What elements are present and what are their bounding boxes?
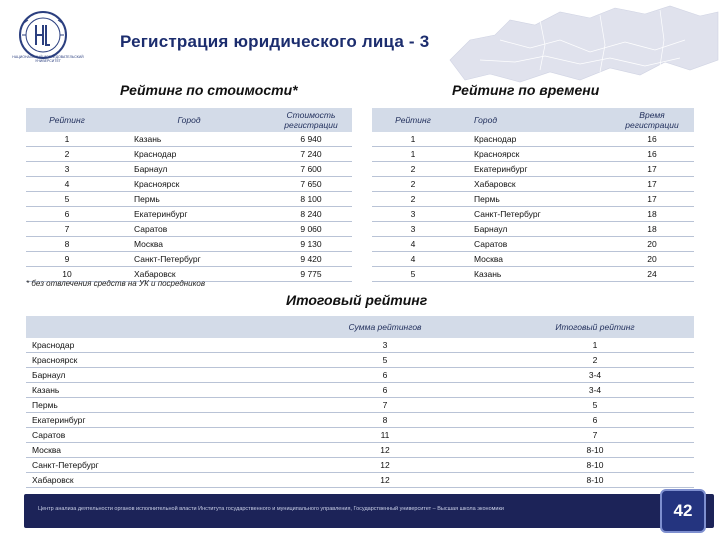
table-cell: 17 bbox=[647, 179, 657, 189]
table-row bbox=[26, 177, 352, 192]
table-row bbox=[26, 473, 694, 488]
table-row bbox=[372, 252, 694, 267]
footnote: * без отвлечения средств на УК и посредников bbox=[26, 279, 206, 288]
table-cell: Барнаул bbox=[32, 370, 66, 380]
russia-map-background bbox=[440, 0, 720, 90]
table-cell: 9 775 bbox=[300, 269, 322, 279]
table-cell: 17 bbox=[647, 194, 657, 204]
table-row bbox=[26, 207, 352, 222]
footer-text: Центр анализа деятельности органов исполнительной власти Института государственного и муниципального управления, Государственный университет – Высшая школа экономики bbox=[38, 506, 504, 512]
table-cell: 1 bbox=[64, 134, 70, 144]
table-row bbox=[26, 162, 352, 177]
table-cell: 7 600 bbox=[300, 164, 322, 174]
table-cell: 3 bbox=[64, 164, 70, 174]
table-cell: 9 420 bbox=[300, 254, 322, 264]
table-cell: Хабаровск bbox=[474, 179, 516, 189]
table-cell: 2 bbox=[410, 164, 416, 174]
table-row bbox=[26, 383, 694, 398]
table-cell: 7 650 bbox=[300, 179, 322, 189]
table-cell: 12 bbox=[380, 460, 390, 470]
table-cell: Красноярск bbox=[134, 179, 180, 189]
table-cell: 7 bbox=[382, 400, 388, 410]
table-cell: 2 bbox=[592, 355, 598, 365]
table-cell: Хабаровск bbox=[134, 269, 176, 279]
table-cell: 17 bbox=[647, 164, 657, 174]
table-cell: Москва bbox=[134, 239, 164, 249]
table-row bbox=[26, 237, 352, 252]
table-cell: 16 bbox=[647, 149, 657, 159]
table-cell: 7 240 bbox=[300, 149, 322, 159]
table-cell: 6 940 bbox=[300, 134, 322, 144]
table-row bbox=[26, 252, 352, 267]
table-row bbox=[26, 192, 352, 207]
time-rating-title: Рейтинг по времени bbox=[452, 82, 600, 98]
table-cell: 8 240 bbox=[300, 209, 322, 219]
table-row bbox=[372, 162, 694, 177]
table-row bbox=[26, 222, 352, 237]
table-cell: Санкт-Петербург bbox=[474, 209, 541, 219]
table-cell: Казань bbox=[134, 134, 162, 144]
table-cell: 8-10 bbox=[586, 445, 604, 455]
table-cell: 7 bbox=[592, 430, 598, 440]
table-cell: 8-10 bbox=[586, 460, 604, 470]
logo-caption: НАЦИОНАЛЬНЫЙ ИССЛЕДОВАТЕЛЬСКИЙ УНИВЕРСИТЕТ bbox=[12, 55, 84, 63]
table-cell: Екатеринбург bbox=[134, 209, 188, 219]
table-cell: 18 bbox=[647, 209, 657, 219]
table-cell: 4 bbox=[64, 179, 70, 189]
table-row bbox=[26, 353, 694, 368]
table-cell: Красноярск bbox=[32, 355, 78, 365]
cost-rating-title: Рейтинг по стоимости* bbox=[120, 82, 298, 98]
cost-rating-table bbox=[26, 108, 352, 282]
table-cell: Пермь bbox=[134, 194, 160, 204]
table-cell: 3 bbox=[410, 224, 416, 234]
table-cell: 5 bbox=[64, 194, 70, 204]
table-cell: Москва bbox=[32, 445, 62, 455]
table-cell: Санкт-Петербург bbox=[134, 254, 201, 264]
table-cell: 8 bbox=[382, 415, 388, 425]
time-rating-table bbox=[372, 108, 694, 282]
table-row bbox=[372, 177, 694, 192]
table-row bbox=[372, 237, 694, 252]
page-number: 42 bbox=[660, 489, 706, 533]
table-row bbox=[372, 222, 694, 237]
table-cell: 2 bbox=[410, 194, 416, 204]
col-header-cost: Стоимость регистрации bbox=[270, 108, 352, 132]
table-cell: 10 bbox=[62, 269, 72, 279]
table-cell: 7 bbox=[64, 224, 70, 234]
table-cell: 3 bbox=[382, 340, 388, 350]
table-cell: Пермь bbox=[474, 194, 500, 204]
col-header-final: Итоговый рейтинг bbox=[496, 316, 694, 338]
table-cell: Краснодар bbox=[134, 149, 177, 159]
col-header-sum: Сумма рейтингов bbox=[274, 316, 496, 338]
table-cell: Екатеринбург bbox=[474, 164, 528, 174]
col-header-time: Время регистрации bbox=[610, 108, 694, 132]
table-cell: Хабаровск bbox=[32, 475, 74, 485]
final-rating-table bbox=[26, 316, 694, 488]
table-cell: 3-4 bbox=[588, 370, 602, 380]
table-row bbox=[26, 413, 694, 428]
table-row bbox=[372, 132, 694, 147]
table-cell: 6 bbox=[382, 385, 388, 395]
table-cell: 4 bbox=[410, 254, 416, 264]
table-cell: 5 bbox=[592, 400, 598, 410]
col-header-rating: Рейтинг bbox=[372, 108, 454, 132]
table-row bbox=[26, 132, 352, 147]
table-cell: Красноярск bbox=[474, 149, 520, 159]
table-cell: 8 100 bbox=[300, 194, 322, 204]
table-cell: 3 bbox=[410, 209, 416, 219]
table-cell: Казань bbox=[474, 269, 502, 279]
table-row bbox=[26, 443, 694, 458]
table-cell: 16 bbox=[647, 134, 657, 144]
table-cell: 6 bbox=[64, 209, 70, 219]
table-cell: Санкт-Петербург bbox=[32, 460, 99, 470]
table-cell: Барнаул bbox=[134, 164, 168, 174]
table-cell: Краснодар bbox=[32, 340, 75, 350]
col-header-city: Город bbox=[108, 108, 270, 132]
table-row bbox=[26, 398, 694, 413]
final-rating-title: Итоговый рейтинг bbox=[286, 292, 428, 308]
table-cell: 24 bbox=[647, 269, 657, 279]
table-cell: Екатеринбург bbox=[32, 415, 86, 425]
table-cell: 6 bbox=[382, 370, 388, 380]
table-cell: 1 bbox=[410, 149, 416, 159]
table-cell: Казань bbox=[32, 385, 60, 395]
table-cell: 4 bbox=[410, 239, 416, 249]
table-row bbox=[26, 368, 694, 383]
table-cell: Пермь bbox=[32, 400, 58, 410]
table-row bbox=[372, 267, 694, 282]
table-cell: Саратов bbox=[32, 430, 66, 440]
table-cell: 9 bbox=[64, 254, 70, 264]
table-row bbox=[26, 428, 694, 443]
table-cell: 9 060 bbox=[300, 224, 322, 234]
table-cell: 8 bbox=[64, 239, 70, 249]
table-cell: 6 bbox=[592, 415, 598, 425]
table-cell: Москва bbox=[474, 254, 504, 264]
table-cell: 8-10 bbox=[586, 475, 604, 485]
col-header-city: Город bbox=[454, 108, 610, 132]
table-row bbox=[372, 147, 694, 162]
table-row bbox=[26, 458, 694, 473]
table-cell: 11 bbox=[380, 430, 390, 440]
table-row bbox=[26, 338, 694, 353]
table-cell: 5 bbox=[410, 269, 416, 279]
col-header-empty bbox=[26, 316, 274, 338]
page-title: Регистрация юридического лица - 3 bbox=[120, 32, 430, 51]
table-cell: 2 bbox=[64, 149, 70, 159]
table-cell: 12 bbox=[380, 445, 390, 455]
table-cell: 5 bbox=[382, 355, 388, 365]
table-cell: 1 bbox=[410, 134, 416, 144]
table-row bbox=[372, 192, 694, 207]
footer-bar bbox=[24, 494, 714, 528]
table-cell: 20 bbox=[647, 239, 657, 249]
table-cell: 18 bbox=[647, 224, 657, 234]
table-cell: Барнаул bbox=[474, 224, 508, 234]
table-cell: Саратов bbox=[474, 239, 508, 249]
table-cell: 1 bbox=[592, 340, 598, 350]
table-cell: 20 bbox=[647, 254, 657, 264]
table-cell: Саратов bbox=[134, 224, 168, 234]
table-cell: 12 bbox=[380, 475, 390, 485]
table-row bbox=[372, 207, 694, 222]
table-row bbox=[26, 147, 352, 162]
slide-header bbox=[0, 0, 720, 72]
table-cell: 3-4 bbox=[588, 385, 602, 395]
col-header-rating: Рейтинг bbox=[26, 108, 108, 132]
table-cell: 9 130 bbox=[300, 239, 322, 249]
table-cell: 2 bbox=[410, 179, 416, 189]
table-cell: Краснодар bbox=[474, 134, 517, 144]
